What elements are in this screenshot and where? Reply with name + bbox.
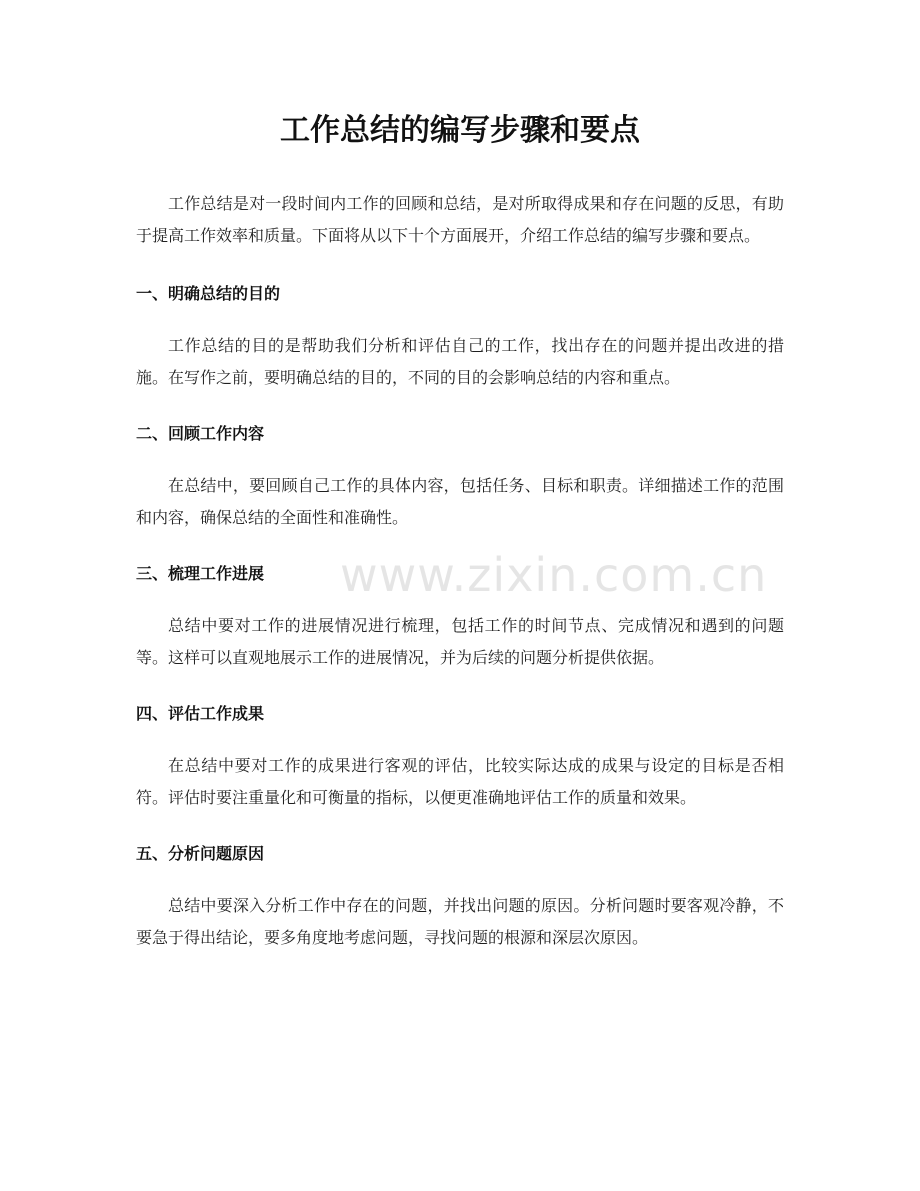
section-heading: 一、明确总结的目的 xyxy=(136,284,281,303)
watermark-text: www.zixin.com.cn xyxy=(340,548,768,602)
section-body: 在总结中要对工作的成果进行客观的评估，比较实际达成的成果与设定的目标是否相符。评估时要注重量化和可衡量的指标，以便更准确地评估工作的质量和效果。 xyxy=(136,756,784,807)
section-1 xyxy=(136,282,784,394)
section-heading: 二、回顾工作内容 xyxy=(136,424,265,443)
section-heading: 四、评估工作成果 xyxy=(136,704,265,723)
section-body: 总结中要对工作的进展情况进行梳理，包括工作的时间节点、完成情况和遇到的问题等。这样可以直观地展示工作的进展情况，并为后续的问题分析提供依据。 xyxy=(136,616,784,667)
section-2 xyxy=(136,422,784,534)
section-heading: 五、分析问题原因 xyxy=(136,844,265,863)
section-body: 工作总结的目的是帮助我们分析和评估自己的工作，找出存在的问题并提出改进的措施。在写作之前，要明确总结的目的，不同的目的会影响总结的内容和重点。 xyxy=(136,336,784,387)
section-body: 总结中要深入分析工作中存在的问题，并找出问题的原因。分析问题时要客观冷静，不要急于得出结论，要多角度地考虑问题，寻找问题的根源和深层次原因。 xyxy=(136,896,784,947)
section-heading: 三、梳理工作进展 xyxy=(136,564,265,583)
section-body: 在总结中，要回顾自己工作的具体内容，包括任务、目标和职责。详细描述工作的范围和内容，确保总结的全面性和准确性。 xyxy=(136,476,784,527)
document-title: 工作总结的编写步骤和要点 xyxy=(280,113,640,148)
section-5 xyxy=(136,842,784,954)
intro-paragraph: 工作总结是对一段时间内工作的回顾和总结，是对所取得成果和存在问题的反思，有助于提高工作效率和质量。下面将从以下十个方面展开，介绍工作总结的编写步骤和要点。 xyxy=(136,194,784,245)
section-4 xyxy=(136,702,784,814)
section-3 xyxy=(136,562,784,674)
